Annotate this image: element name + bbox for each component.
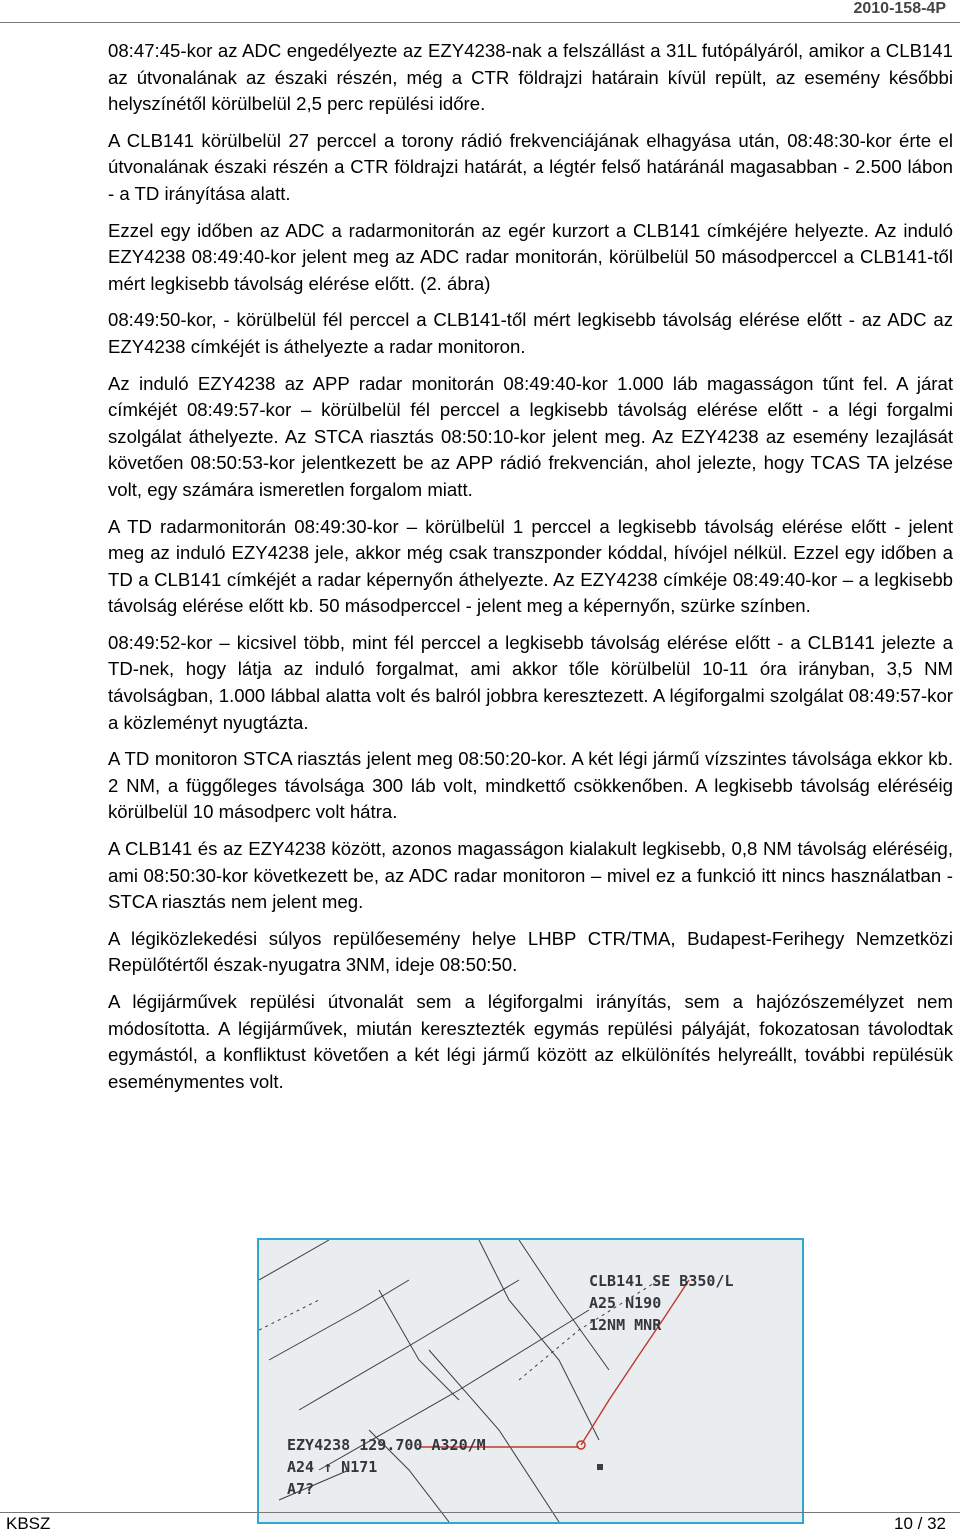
radar-screenshot-figure xyxy=(257,1238,804,1524)
footer-divider xyxy=(0,1512,960,1513)
paragraph: 08:47:45-kor az ADC engedélyezte az EZY4238-nak a felszállást a 31L futópályáról, amikor a CLB141 az útvonalának az északi részén, még a CTR földrajzi határain kívül repült, az esemény későbbi helyszínétől körülbelül 2,5 perc repülési időre. xyxy=(108,40,953,115)
paragraph: A légijárművek repülési útvonalát sem a légiforgalmi irányítás, sem a hajózószemélyzet nem módosította. A légijárművek, miután keresztezték egymás repülési pályáját, fokozatosan távolodtak egymástól, a konfliktust követően a két légi jármű között az elkülönítés helyreállt, további repülésük eseménymentes volt. xyxy=(108,991,953,1092)
map-line xyxy=(269,1280,409,1360)
header-divider xyxy=(0,22,960,23)
paragraph: Az induló EZY4238 az APP radar monitorán 08:49:40-kor 1.000 láb magasságon tűnt fel. A járat címkéjét 08:49:57-kor – körülbelül fél perccel a legkisebb távolság elérése előtt - a légi forgalmi szolgálat áthelyezte. Az STCA riasztás 08:50:10-kor jelent meg. Az EZY4238 az esemény lezajlását követően 08:50:53-kor jelentkezett be az APP rádió frekvencián, ahol jelezte, hogy TCAS TA jelzése volt, egy számára ismeretlen forgalom miatt. xyxy=(108,372,953,500)
map-line xyxy=(379,1290,459,1400)
paragraph: 08:49:52-kor – kicsivel több, mint fél perccel a legkisebb távolság elérése előtt - a CLB141 jelezte a TD-nek, hogy látja az induló forgalmat, ami akkor tőle körülbelül 10-11 óra irányban, 3,5 NM távolságban, 1.000 lábbal alatta volt és balról jobbra keresztezett. A légiforgalmi szolgálat 08:49:57-kor a közleményt nyugtázta. xyxy=(108,631,953,733)
document-body xyxy=(108,38,953,1105)
paragraph: A légiközlekedési súlyos repülőesemény helye LHBP CTR/TMA, Budapest-Ferihegy Nemzetközi Repülőtértől észak-nyugatra 3NM, ideje 08:50:50. xyxy=(108,927,953,976)
ezy4238-target xyxy=(597,1464,603,1470)
clb141-label: CLB141 SE B350/L A25 N190 12NM MNR xyxy=(589,1272,734,1334)
ezy4238-label: EZY4238 129.700 A320/M A24 ↑ N171 A7? xyxy=(287,1436,486,1498)
map-line xyxy=(299,1280,519,1410)
footer-org: KBSZ xyxy=(6,1514,51,1533)
paragraph: A TD radarmonitorán 08:49:30-kor – körülbelül 1 perccel a legkisebb távolság elérése előtt - jelent meg az induló EZY4238 jele, akkor még csak transzponder kóddal, hívójel nélkül. Ezzel egy időben a TD a CLB141 címkéjét a radar képernyőn áthelyezte. Az EZY4238 címkéje 08:49:40-kor – a legkisebb távolság elérése előtt kb. 50 másodperccel - jelent meg a képernyőn, szürke színben. xyxy=(108,515,953,617)
boundary-dashed xyxy=(259,1300,319,1330)
map-line xyxy=(259,1240,329,1280)
paragraph: Ezzel egy időben az ADC a radarmonitorán az egér kurzort a CLB141 címkéjére helyezte. Az induló EZY4238 08:49:40-kor jelent meg az ADC radar monitorán, körülbelül 50 másodperccel a CLB141-től mért legkisebb távolság elérése előtt. (2. ábra) xyxy=(108,219,953,294)
paragraph: A TD monitoron STCA riasztás jelent meg 08:50:20-kor. A két légi jármű vízszintes távolsága ekkor kb. 2 NM, a függőleges távolsága 300 láb volt, mindkettő csökkenőben. A legkisebb távolság eléréséig körülbelül 10 másodperc volt hátra. xyxy=(108,748,953,823)
paragraph: A CLB141 körülbelül 27 perccel a torony rádió frekvenciájának elhagyása után, 08:48:30-kor érte el útvonalának északi részén a CTR földrajzi határát, a légtér felső határánál magasabban - 2.500 lábon - a TD irányítása alatt. xyxy=(108,129,953,204)
document-id: 2010-158-4P xyxy=(853,0,946,17)
page-number: 10 / 32 xyxy=(894,1514,946,1533)
paragraph: A CLB141 és az EZY4238 között, azonos magasságon kialakult legkisebb, 0,8 NM távolság eléréséig, ami 08:50:30-kor következett be, az ADC radar monitoron – mivel ez a funkció itt nincs használatban - STCA riasztás nem jelent meg. xyxy=(108,838,953,913)
paragraph: 08:49:50-kor, - körülbelül fél perccel a CLB141-től mért legkisebb távolság elérése előtt - az ADC az EZY4238 címkéjét is áthelyezte a radar monitoron. xyxy=(108,309,953,357)
